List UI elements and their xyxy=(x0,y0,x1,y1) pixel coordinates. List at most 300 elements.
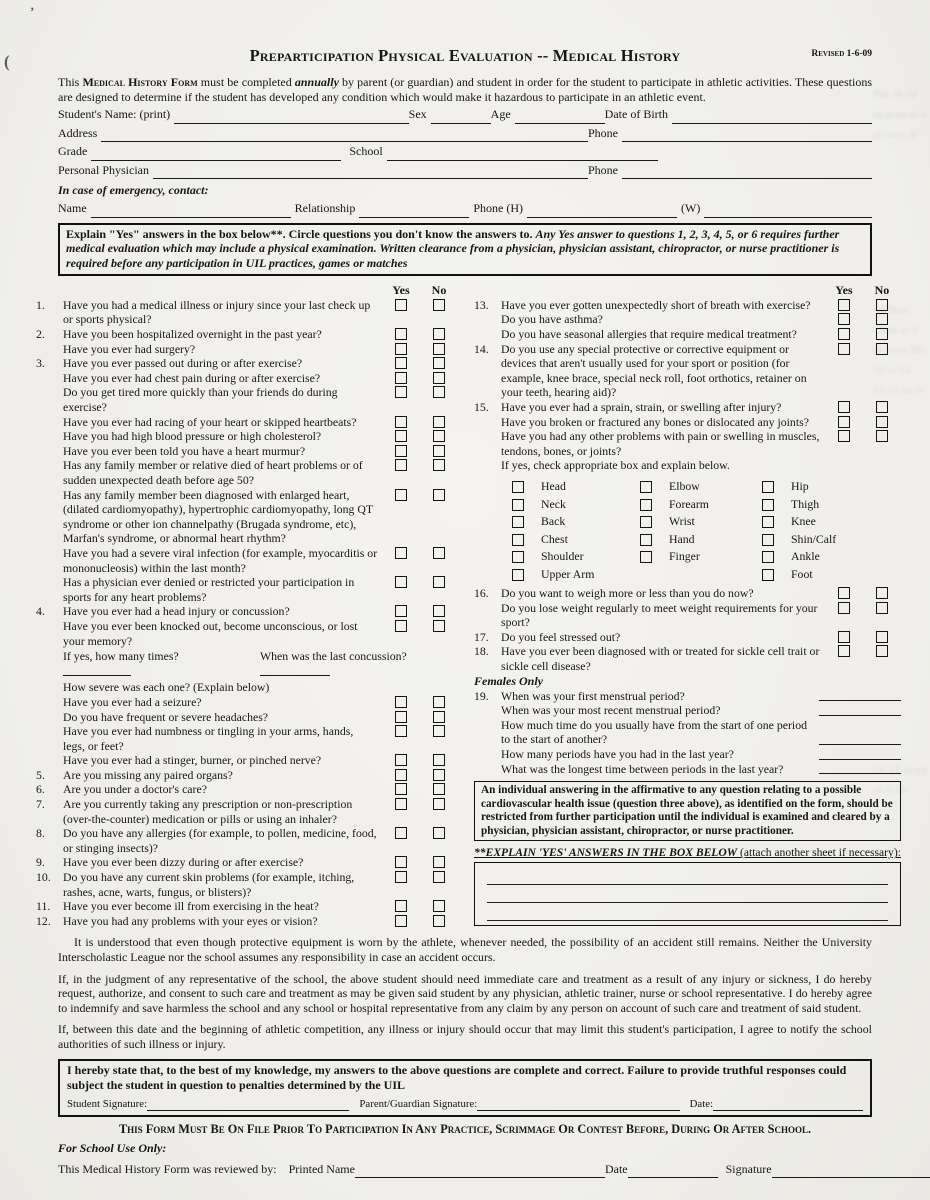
question-row xyxy=(36,914,458,929)
personal-physician-label: Personal Physician xyxy=(58,162,149,177)
question-text: Do you get tired more quickly than your friends do during exercise? xyxy=(63,385,338,415)
body-part-checkbox[interactable] xyxy=(512,569,524,581)
question-text: When was your most recent menstrual period? xyxy=(501,703,721,718)
no-checkbox[interactable] xyxy=(876,645,888,657)
yes-cell xyxy=(382,782,420,795)
no-cell xyxy=(863,342,901,355)
yes-cell xyxy=(825,644,863,657)
no-cell xyxy=(420,546,458,559)
body-part-label: Hand xyxy=(669,531,695,546)
yes-checkbox[interactable] xyxy=(838,430,850,442)
yes-checkbox[interactable] xyxy=(838,313,850,325)
age-label: Age xyxy=(490,107,511,121)
no-cell xyxy=(420,753,458,766)
body-part-checkbox[interactable] xyxy=(640,534,652,546)
question-row xyxy=(474,644,901,673)
field-row-grade xyxy=(58,142,658,161)
no-cell xyxy=(420,429,458,442)
certification-box xyxy=(58,1059,872,1117)
date-field[interactable] xyxy=(713,1096,863,1111)
body-part-option xyxy=(762,515,892,528)
body-part-option xyxy=(640,533,762,546)
question-row xyxy=(474,298,901,313)
body-part-label: Shin/Calf xyxy=(791,531,837,546)
intro-annually: annually xyxy=(294,75,339,89)
body-part-checkbox[interactable] xyxy=(762,481,774,493)
write-in-line[interactable] xyxy=(487,903,888,921)
certification-text: I hereby state that, to the best of my knowledge, my answers to the above questions are complete and correct. Failure to provide truthful responses could subject the student in question to penalties determined by the UIL xyxy=(67,1062,847,1092)
question-row xyxy=(36,385,458,414)
yes-checkbox[interactable] xyxy=(395,299,407,311)
question-text: When was your first menstrual period? xyxy=(501,688,685,703)
phone-field[interactable] xyxy=(622,127,872,142)
body-part-checkbox[interactable] xyxy=(512,551,524,563)
no-checkbox[interactable] xyxy=(876,401,888,413)
question-row xyxy=(36,710,458,725)
no-cell xyxy=(863,327,901,340)
question-text: Have you ever had numbness or tingling in your arms, hands, legs, or feet? xyxy=(63,724,354,753)
body-part-checkbox[interactable] xyxy=(762,569,774,581)
yes-cell xyxy=(382,356,420,369)
question-row xyxy=(474,601,901,630)
review-signature-label: Signature xyxy=(725,1161,772,1176)
write-in-line[interactable] xyxy=(487,867,888,885)
body-part-option xyxy=(512,498,640,511)
body-part-checkbox[interactable] xyxy=(512,516,524,528)
no-cell xyxy=(420,619,458,632)
question-row xyxy=(36,458,458,487)
question-row xyxy=(474,703,901,718)
yes-cell xyxy=(382,914,420,927)
yes-column-label: Yes xyxy=(835,282,853,297)
phone2-field[interactable] xyxy=(622,164,872,179)
question-row xyxy=(474,429,901,458)
yes-checkbox[interactable] xyxy=(395,798,407,810)
no-checkbox[interactable] xyxy=(433,711,445,723)
no-checkbox[interactable] xyxy=(876,299,888,311)
yes-checkbox[interactable] xyxy=(838,587,850,599)
parent-signature-field[interactable] xyxy=(477,1096,679,1111)
yes-cell xyxy=(382,870,420,883)
no-checkbox[interactable] xyxy=(876,313,888,325)
notify-paragraph: If, between this date and the beginning of athletic competition, any illness or injury should occur that may limit this student's participation, I agree to notify the school authorities of such illness or injury. xyxy=(58,1022,872,1051)
instruction-italic: Any Yes answer to questions 1, 2, 3, 4, 5, or 6 requires further medical evaluation which may include a physical examination. Written clearance from a physician, physician assistant, chiropractor, or nurse practitioner is required before any participation in UIL practices, games or matches xyxy=(66,226,840,271)
question-text: Have you ever had surgery? xyxy=(63,341,196,356)
question-number: 3. xyxy=(36,356,45,371)
scan-bleedthrough: Phe 1k nd rd at he re ts al on er th xyxy=(873,89,928,141)
no-cell xyxy=(863,630,901,643)
body-part-checkbox[interactable] xyxy=(512,481,524,493)
question-text: Do you have any current skin problems (for example, itching, rashes, acne, warts, fungus, or blisters)? xyxy=(63,870,355,899)
yes-checkbox[interactable] xyxy=(395,871,407,883)
review-date-field[interactable] xyxy=(628,1163,718,1178)
question-number: 9. xyxy=(36,855,45,870)
question-text: Have you ever had a seizure? xyxy=(63,694,202,709)
yes-checkbox[interactable] xyxy=(838,328,850,340)
question-row xyxy=(36,768,458,783)
no-cell xyxy=(420,768,458,781)
no-cell xyxy=(420,371,458,384)
yes-checkbox[interactable] xyxy=(395,900,407,912)
question-text: Are you under a doctor's care? xyxy=(63,782,207,797)
no-checkbox[interactable] xyxy=(433,783,445,795)
yes-cell xyxy=(382,768,420,781)
no-checkbox[interactable] xyxy=(433,416,445,428)
field-row-address xyxy=(58,124,872,143)
personal-physician-field[interactable] xyxy=(153,164,588,179)
question-text: Have you been hospitalized overnight in the past year? xyxy=(63,327,322,342)
body-part-option xyxy=(512,515,640,528)
dob-field[interactable] xyxy=(672,109,872,124)
grade-label: Grade xyxy=(58,144,88,158)
yes-cell xyxy=(825,298,863,311)
question-row xyxy=(36,619,458,648)
question-number: 11. xyxy=(36,899,51,914)
question-text: Have you ever had racing of your heart or skipped heartbeats? xyxy=(63,414,357,429)
printed-name-field[interactable] xyxy=(355,1163,605,1178)
yes-checkbox[interactable] xyxy=(838,645,850,657)
question-row xyxy=(474,415,901,430)
no-cell xyxy=(863,586,901,599)
body-part-grid xyxy=(512,480,901,581)
body-part-label: Shoulder xyxy=(541,549,584,564)
body-part-label: Thigh xyxy=(791,496,820,511)
no-checkbox[interactable] xyxy=(433,696,445,708)
no-checkbox[interactable] xyxy=(433,827,445,839)
body-part-label: Knee xyxy=(791,514,816,529)
question-text: Do you have asthma? xyxy=(501,312,603,327)
question-row xyxy=(474,718,901,747)
body-part-label: Wrist xyxy=(669,514,695,529)
yes-checkbox[interactable] xyxy=(838,343,850,355)
yes-checkbox[interactable] xyxy=(395,357,407,369)
emergency-name-field[interactable] xyxy=(91,203,291,218)
yes-checkbox[interactable] xyxy=(395,769,407,781)
no-checkbox[interactable] xyxy=(433,343,445,355)
no-checkbox[interactable] xyxy=(876,430,888,442)
no-cell xyxy=(420,298,458,311)
no-checkbox[interactable] xyxy=(433,754,445,766)
question-text: If yes, check appropriate box and explain below. xyxy=(501,458,730,473)
question-row xyxy=(36,488,458,546)
no-checkbox[interactable] xyxy=(876,587,888,599)
field-row-physician xyxy=(58,161,872,180)
body-part-option xyxy=(762,480,892,493)
body-part-checkbox[interactable] xyxy=(512,534,524,546)
no-checkbox[interactable] xyxy=(433,769,445,781)
yes-cell xyxy=(382,899,420,912)
yes-cell xyxy=(825,400,863,413)
form-header xyxy=(58,46,872,66)
no-cell xyxy=(420,342,458,355)
question-text: Have you ever gotten unexpectedly short of breath with exercise? xyxy=(501,297,811,312)
page-title: Preparticipation Physical Evaluation -- Medical History xyxy=(249,46,681,65)
yes-checkbox[interactable] xyxy=(395,547,407,559)
printed-name-label: Printed Name xyxy=(288,1161,355,1176)
yes-checkbox[interactable] xyxy=(838,416,850,428)
body-part-checkbox[interactable] xyxy=(640,499,652,511)
no-checkbox[interactable] xyxy=(433,856,445,868)
question-row xyxy=(36,753,458,768)
yes-cell xyxy=(382,327,420,340)
question-row xyxy=(36,604,458,619)
body-part-checkbox[interactable] xyxy=(640,481,652,493)
write-in-line[interactable] xyxy=(819,700,901,701)
no-checkbox[interactable] xyxy=(433,357,445,369)
question-number: 18. xyxy=(474,644,489,659)
question-number: 17. xyxy=(474,629,489,644)
question-number: 10. xyxy=(36,870,51,885)
body-part-label: Foot xyxy=(791,566,813,581)
yes-cell xyxy=(382,444,420,457)
write-in-line[interactable] xyxy=(63,664,131,676)
question-row xyxy=(36,826,458,855)
body-part-option xyxy=(640,498,762,511)
write-in-line[interactable] xyxy=(819,715,901,716)
yes-checkbox[interactable] xyxy=(395,328,407,340)
question-row xyxy=(36,546,458,575)
grade-field[interactable] xyxy=(91,146,341,161)
body-part-checkbox[interactable] xyxy=(640,551,652,563)
emergency-name-label: Name xyxy=(58,201,87,215)
no-checkbox[interactable] xyxy=(876,416,888,428)
student-name-label: Student's Name: (print) xyxy=(58,107,171,121)
write-in-line[interactable] xyxy=(487,885,888,903)
no-cell xyxy=(420,724,458,737)
question-row xyxy=(36,680,458,695)
phone-h-label: Phone (H) xyxy=(473,201,523,215)
question-text: Have you had a medical illness or injury since your last check up or sports physical? xyxy=(63,297,371,327)
questions-right-column xyxy=(464,283,901,929)
address-field[interactable] xyxy=(101,127,588,142)
dob-label: Date of Birth xyxy=(604,107,668,121)
no-cell xyxy=(420,415,458,428)
yes-checkbox[interactable] xyxy=(395,343,407,355)
no-column-label: No xyxy=(874,282,890,297)
question-text: Do you want to weigh more or less than you do now? xyxy=(501,585,754,600)
no-checkbox[interactable] xyxy=(433,576,445,588)
body-part-label: Back xyxy=(541,514,566,529)
body-part-option xyxy=(512,480,640,493)
yes-checkbox[interactable] xyxy=(395,430,407,442)
question-row xyxy=(36,797,458,826)
body-part-label: Chest xyxy=(541,531,568,546)
yes-cell xyxy=(382,575,420,588)
no-checkbox[interactable] xyxy=(433,915,445,927)
no-checkbox[interactable] xyxy=(433,605,445,617)
yes-checkbox[interactable] xyxy=(838,401,850,413)
no-checkbox[interactable] xyxy=(433,299,445,311)
question-text: Have you ever had a stinger, burner, or pinched nerve? xyxy=(63,753,322,768)
yes-cell xyxy=(825,429,863,442)
body-part-checkbox[interactable] xyxy=(762,534,774,546)
review-signature-field[interactable] xyxy=(772,1163,930,1178)
phone-h-field[interactable] xyxy=(527,203,677,218)
no-cell xyxy=(420,488,458,501)
spacer xyxy=(474,283,825,298)
intro-paragraph xyxy=(58,75,872,105)
question-row xyxy=(474,400,901,415)
question-text: What was the longest time between periods in the last year? xyxy=(501,761,784,776)
yes-cell xyxy=(382,710,420,723)
write-in-line[interactable] xyxy=(260,664,330,676)
student-name-field[interactable] xyxy=(174,109,409,124)
yes-cell xyxy=(382,488,420,501)
yes-no-header xyxy=(474,283,901,298)
body-part-checkbox[interactable] xyxy=(640,516,652,528)
question-row xyxy=(36,782,458,797)
yes-checkbox[interactable] xyxy=(395,711,407,723)
reviewed-by-label: This Medical History Form was reviewed by: xyxy=(58,1161,277,1176)
no-checkbox[interactable] xyxy=(433,430,445,442)
no-cell xyxy=(863,429,901,442)
no-checkbox[interactable] xyxy=(433,798,445,810)
yes-column-label: Yes xyxy=(392,282,410,297)
write-in-line[interactable] xyxy=(819,759,901,760)
yes-cell xyxy=(382,429,420,442)
no-cell xyxy=(420,575,458,588)
no-checkbox[interactable] xyxy=(433,386,445,398)
body-part-checkbox[interactable] xyxy=(762,551,774,563)
question-text: Have you ever had a sprain, strain, or swelling after injury? xyxy=(501,400,782,415)
yes-checkbox[interactable] xyxy=(395,489,407,501)
yes-checkbox[interactable] xyxy=(395,754,407,766)
no-checkbox[interactable] xyxy=(433,871,445,883)
no-checkbox[interactable] xyxy=(433,489,445,501)
no-checkbox[interactable] xyxy=(433,459,445,471)
yes-checkbox[interactable] xyxy=(395,915,407,927)
question-text: How severe was each one? (Explain below) xyxy=(63,680,270,695)
no-checkbox[interactable] xyxy=(433,725,445,737)
concussion-count xyxy=(63,649,238,679)
date-label: Date: xyxy=(689,1097,713,1110)
no-cell xyxy=(863,400,901,413)
sex-field[interactable] xyxy=(431,109,491,124)
body-part-label: Forearm xyxy=(669,496,709,511)
body-part-option xyxy=(762,568,892,581)
no-checkbox[interactable] xyxy=(433,445,445,457)
question-row xyxy=(474,342,901,400)
school-use-heading: For School Use Only: xyxy=(58,1140,167,1155)
body-part-column xyxy=(640,480,762,581)
body-part-label: Upper Arm xyxy=(541,566,595,581)
question-row xyxy=(474,747,901,762)
no-checkbox[interactable] xyxy=(433,547,445,559)
yes-checkbox[interactable] xyxy=(395,620,407,632)
school-label: School xyxy=(349,144,383,158)
school-field[interactable] xyxy=(387,146,658,161)
yes-cell xyxy=(382,695,420,708)
body-part-checkbox[interactable] xyxy=(762,499,774,511)
yes-checkbox[interactable] xyxy=(395,696,407,708)
question-text: Have you had a severe viral infection (for example, myocarditis or mononucleosis) within the last month? xyxy=(63,545,378,575)
yes-checkbox[interactable] xyxy=(395,386,407,398)
no-cell xyxy=(420,695,458,708)
no-checkbox[interactable] xyxy=(876,602,888,614)
yes-checkbox[interactable] xyxy=(395,445,407,457)
question-row xyxy=(474,312,901,327)
relationship-field[interactable] xyxy=(359,203,469,218)
question-number: 12. xyxy=(36,913,51,928)
write-in-line[interactable] xyxy=(819,773,901,774)
concussion-followup xyxy=(36,649,458,679)
body-part-label: Head xyxy=(541,479,566,494)
yes-cell xyxy=(382,371,420,384)
sex-label: Sex xyxy=(408,107,427,121)
yes-checkbox[interactable] xyxy=(838,299,850,311)
body-part-option xyxy=(640,480,762,493)
question-text: When was the last concussion? xyxy=(260,649,407,664)
yes-checkbox[interactable] xyxy=(395,416,407,428)
question-text: Have you ever passed out during or after exercise? xyxy=(63,356,303,371)
consent-paragraph: If, in the judgment of any representative of the school, the above student should need immediate care and treatment as a result of any injury or sickness, I do hereby request, authorize, and consent to such care and treatment as may be given said student by any physician, athletic trainer, nurse or school representative. I do hereby agree to indemnify and save harmless the school and any school or hospital representative from any claim by any person on account of such care and treatment of said student. xyxy=(58,971,872,1015)
no-checkbox[interactable] xyxy=(876,631,888,643)
question-number: 13. xyxy=(474,297,489,312)
question-text: Do you have any allergies (for example, to pollen, medicine, food, or stinging insects)? xyxy=(63,826,377,855)
relationship-label: Relationship xyxy=(294,201,356,215)
yes-checkbox[interactable] xyxy=(395,827,407,839)
question-row xyxy=(36,415,458,430)
explain-yes-title: **EXPLAIN 'YES' ANSWERS IN THE BOX BELOW xyxy=(474,846,738,860)
body-part-checkbox[interactable] xyxy=(512,499,524,511)
no-checkbox[interactable] xyxy=(433,372,445,384)
yes-checkbox[interactable] xyxy=(395,856,407,868)
student-signature-field[interactable] xyxy=(147,1096,349,1111)
yes-checkbox[interactable] xyxy=(395,576,407,588)
question-row xyxy=(36,724,458,753)
yes-checkbox[interactable] xyxy=(395,372,407,384)
yes-no-header xyxy=(36,283,458,298)
no-checkbox[interactable] xyxy=(876,343,888,355)
yes-checkbox[interactable] xyxy=(395,605,407,617)
no-checkbox[interactable] xyxy=(433,620,445,632)
yes-checkbox[interactable] xyxy=(395,783,407,795)
phone-label: Phone xyxy=(588,125,618,140)
question-number: 15. xyxy=(474,400,489,415)
emergency-contact-heading: In case of emergency, contact: xyxy=(58,183,209,197)
yes-checkbox[interactable] xyxy=(395,459,407,471)
yes-cell xyxy=(382,797,420,810)
yes-checkbox[interactable] xyxy=(838,631,850,643)
explain-answers-box[interactable] xyxy=(474,862,901,926)
body-part-label: Elbow xyxy=(669,479,700,494)
body-part-checkbox[interactable] xyxy=(762,516,774,528)
question-text: Do you lose weight regularly to meet weight requirements for your sport? xyxy=(501,600,818,630)
no-checkbox[interactable] xyxy=(876,328,888,340)
question-text: Have you ever had a head injury or concussion? xyxy=(63,604,290,619)
question-row xyxy=(36,575,458,604)
yes-cell xyxy=(382,826,420,839)
yes-checkbox[interactable] xyxy=(395,725,407,737)
scan-artifact: ( xyxy=(4,52,10,71)
phone-w-field[interactable] xyxy=(704,203,872,218)
question-row xyxy=(474,689,901,704)
body-part-option xyxy=(640,515,762,528)
yes-cell xyxy=(825,586,863,599)
yes-cell xyxy=(825,630,863,643)
no-checkbox[interactable] xyxy=(433,328,445,340)
age-field[interactable] xyxy=(515,109,605,124)
write-in-line[interactable] xyxy=(819,744,901,745)
no-checkbox[interactable] xyxy=(433,900,445,912)
body-part-option xyxy=(640,550,762,563)
yes-checkbox[interactable] xyxy=(838,602,850,614)
no-cell xyxy=(420,855,458,868)
question-row xyxy=(36,899,458,914)
question-row xyxy=(36,695,458,710)
question-row xyxy=(36,444,458,459)
phone2-label: Phone xyxy=(588,162,618,177)
